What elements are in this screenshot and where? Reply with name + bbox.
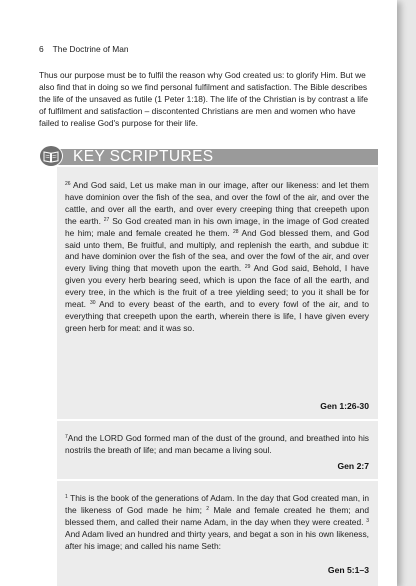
scripture-reference: Gen 1:26-30 xyxy=(320,401,369,411)
section-title: KEY SCRIPTURES xyxy=(73,148,214,165)
verse-number: 3 xyxy=(366,517,369,524)
verse-text: And the LORD God formed man of the dust of the ground, and breathed into his nostrils the breath of life; and man became a living soul. xyxy=(65,433,369,455)
verse-number: 2 xyxy=(206,505,210,512)
passage-divider xyxy=(57,419,378,421)
book-title: The Doctrine of Man xyxy=(52,44,129,54)
key-scriptures-header xyxy=(39,145,378,167)
passage-gen-1 xyxy=(65,180,369,335)
verse-text: And God blessed them, and God said unto them, Be fruitful, and multiply, and replenish the earth, and subdue it: and have dominion over the fish of the sea, and over the fowl of the air, and over every living thing that moveth upon the earth. xyxy=(65,227,369,274)
open-book-icon xyxy=(39,145,63,167)
scripture-reference: Gen 5:1–3 xyxy=(327,565,369,575)
scripture-reference: Gen 2:7 xyxy=(337,461,369,471)
verse-number: 1 xyxy=(65,494,68,500)
verse-number: 28 xyxy=(233,228,239,235)
passage-gen-2 xyxy=(65,433,369,457)
verse-number: 26 xyxy=(65,181,71,187)
passage-gen-5 xyxy=(65,493,369,553)
scripture-box xyxy=(57,167,378,586)
verse-text: And God said, Let us make man in our image, after our likeness: and let them have dominion over the fish of the sea, and over the fowl of the air, and over the cattle, and over all the earth, and over every creeping thing that creepeth upon the earth. xyxy=(65,180,369,226)
verse-text: So God created man in his own image, in the image of God created he him; male and female created he them. xyxy=(65,215,369,238)
verse-text: Male and female created he them; and blessed them, and called their name Adam, in the day when they were created. xyxy=(65,504,369,527)
verse-number: 7 xyxy=(65,434,68,440)
verse-text: And Adam lived an hundred and thirty years, and begat a son in his own likeness, after his image; and called his name Seth: xyxy=(65,528,369,551)
verse-number: 29 xyxy=(244,264,251,271)
intro-paragraph: Thus our purpose must be to fulfil the reason why God created us: to glorify Him. But we also find that in doing so we find personal fulfilment and satisfaction. The Bible describes the life of the unsaved as futile (1 Peter 1:18). The life of the Christian is by contrast a life of fulfilment and satisfaction – discontented Christians are men and women who have failed to realise God's purpose for their life. xyxy=(39,70,368,128)
running-head xyxy=(39,44,129,54)
verse-number: 30 xyxy=(89,300,96,307)
verse-text: This is the book of the generations of Adam. In the day that God created man, in the likeness of God made he him; xyxy=(65,493,369,515)
page-number: 6 xyxy=(39,44,44,54)
passage-divider xyxy=(57,479,378,481)
verse-number: 27 xyxy=(103,216,110,223)
verse-text: And to every beast of the earth, and to every fowl of the air, and to everything that creepeth upon the earth, wherein there is life, I have given every green herb for meat: and it was so. xyxy=(65,299,369,333)
verse-text: And God said, Behold, I have given you every herb bearing seed, which is upon the face of all the earth, and every tree, in the which is the fruit of a tree yielding seed; to you it shall be for meat. xyxy=(65,263,370,310)
